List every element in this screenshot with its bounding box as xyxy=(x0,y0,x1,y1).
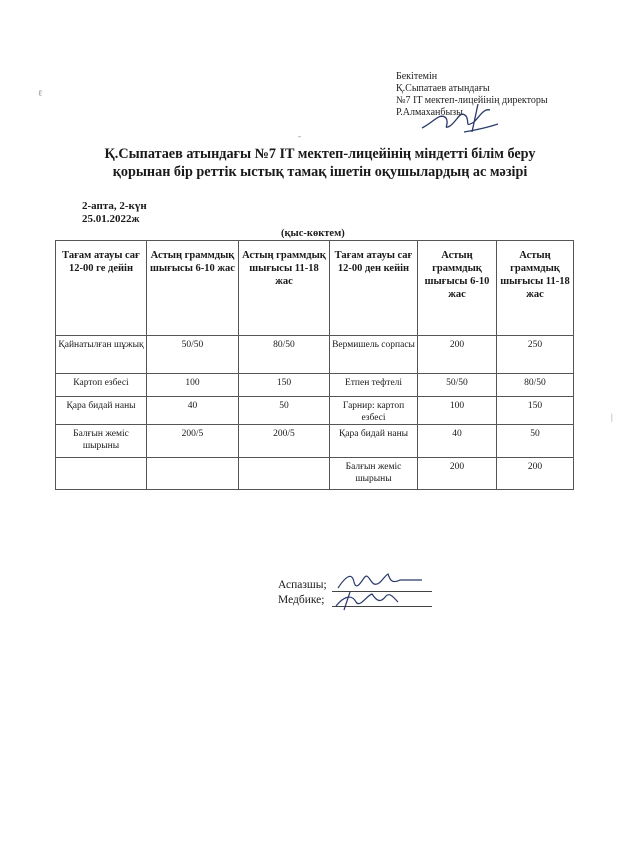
title-line-1: Қ.Сыпатаев атындағы №7 IT мектеп-лицейінің міндетті білім беру xyxy=(104,146,536,162)
title-line-2: қорынан бір реттік ыстық тамақ ішетін оқушылардың ас мәзірі xyxy=(112,164,528,180)
table-cell: 80/50 xyxy=(497,374,574,397)
table-cell: 200/5 xyxy=(147,425,239,458)
table-cell: 200/5 xyxy=(239,425,330,458)
director-signature-icon xyxy=(420,102,500,136)
menu-meta xyxy=(82,200,147,226)
cook-label: Аспазшы; xyxy=(278,579,327,591)
table-cell: 200 xyxy=(418,336,497,374)
page-title xyxy=(60,145,580,181)
signers-block xyxy=(278,578,327,608)
menu-date: 25.01.2022ж xyxy=(82,213,140,225)
header-cell: Астың граммдық шығысы 11-18 жас xyxy=(497,241,574,336)
table-cell: Қара бидай наны xyxy=(56,397,147,425)
season-label: (қыс-көктем) xyxy=(281,228,345,239)
table-cell: Қайнатылған шұжық xyxy=(56,336,147,374)
table-cell: Етпен тефтелі xyxy=(330,374,418,397)
table-header-row xyxy=(56,241,574,336)
scan-mark: ℓ xyxy=(38,88,43,98)
table-cell: 200 xyxy=(418,458,497,490)
table-cell: 200 xyxy=(497,458,574,490)
header-cell: Тағам атауы сағ 12-00 ден кейін xyxy=(330,241,418,336)
table-cell: 50/50 xyxy=(418,374,497,397)
table-cell: 250 xyxy=(497,336,574,374)
table-cell: Вермишель сорпасы xyxy=(330,336,418,374)
approval-line-4: Р.Алмаханбызы xyxy=(396,107,463,118)
table-row xyxy=(56,458,574,490)
header-cell: Астың граммдық шығысы 6-10 жас xyxy=(147,241,239,336)
staff-signature-icon xyxy=(330,566,430,612)
scan-mark: - xyxy=(298,131,301,141)
approval-line-2: Қ.Сыпатаев атындағы xyxy=(396,83,490,94)
table-cell: Балғын жеміс шырыны xyxy=(56,425,147,458)
table-row xyxy=(56,425,574,458)
table-cell xyxy=(147,458,239,490)
header-cell: Астың граммдық шығысы 11-18 жас xyxy=(239,241,330,336)
table-row xyxy=(56,397,574,425)
header-cell: Астың граммдық шығысы 6-10 жас xyxy=(418,241,497,336)
scan-mark: | xyxy=(611,412,613,422)
table-cell: 50 xyxy=(497,425,574,458)
table-cell: 80/50 xyxy=(239,336,330,374)
approval-line-1: Бекітемін xyxy=(396,71,438,82)
header-cell: Тағам атауы сағ 12-00 ге дейін xyxy=(56,241,147,336)
table-cell: Картоп езбесі xyxy=(56,374,147,397)
table-cell: 150 xyxy=(239,374,330,397)
table-cell xyxy=(56,458,147,490)
table-cell: 50/50 xyxy=(147,336,239,374)
table-cell: Балғын жеміс шырыны xyxy=(330,458,418,490)
table-cell: 50 xyxy=(239,397,330,425)
week-day: 2-апта, 2-күн xyxy=(82,200,147,212)
approval-line-3: №7 IT мектеп-лицейінің директоры xyxy=(396,95,548,106)
table-row xyxy=(56,336,574,374)
table-cell: Гарнир: картоп езбесі xyxy=(330,397,418,425)
menu-table xyxy=(55,240,574,490)
table-cell: 100 xyxy=(418,397,497,425)
table-cell: 100 xyxy=(147,374,239,397)
table-cell xyxy=(239,458,330,490)
table-cell: Қара бидай наны xyxy=(330,425,418,458)
table-cell: 40 xyxy=(418,425,497,458)
table-cell: 40 xyxy=(147,397,239,425)
nurse-label: Медбике; xyxy=(278,594,325,606)
table-cell: 150 xyxy=(497,397,574,425)
table-row xyxy=(56,374,574,397)
